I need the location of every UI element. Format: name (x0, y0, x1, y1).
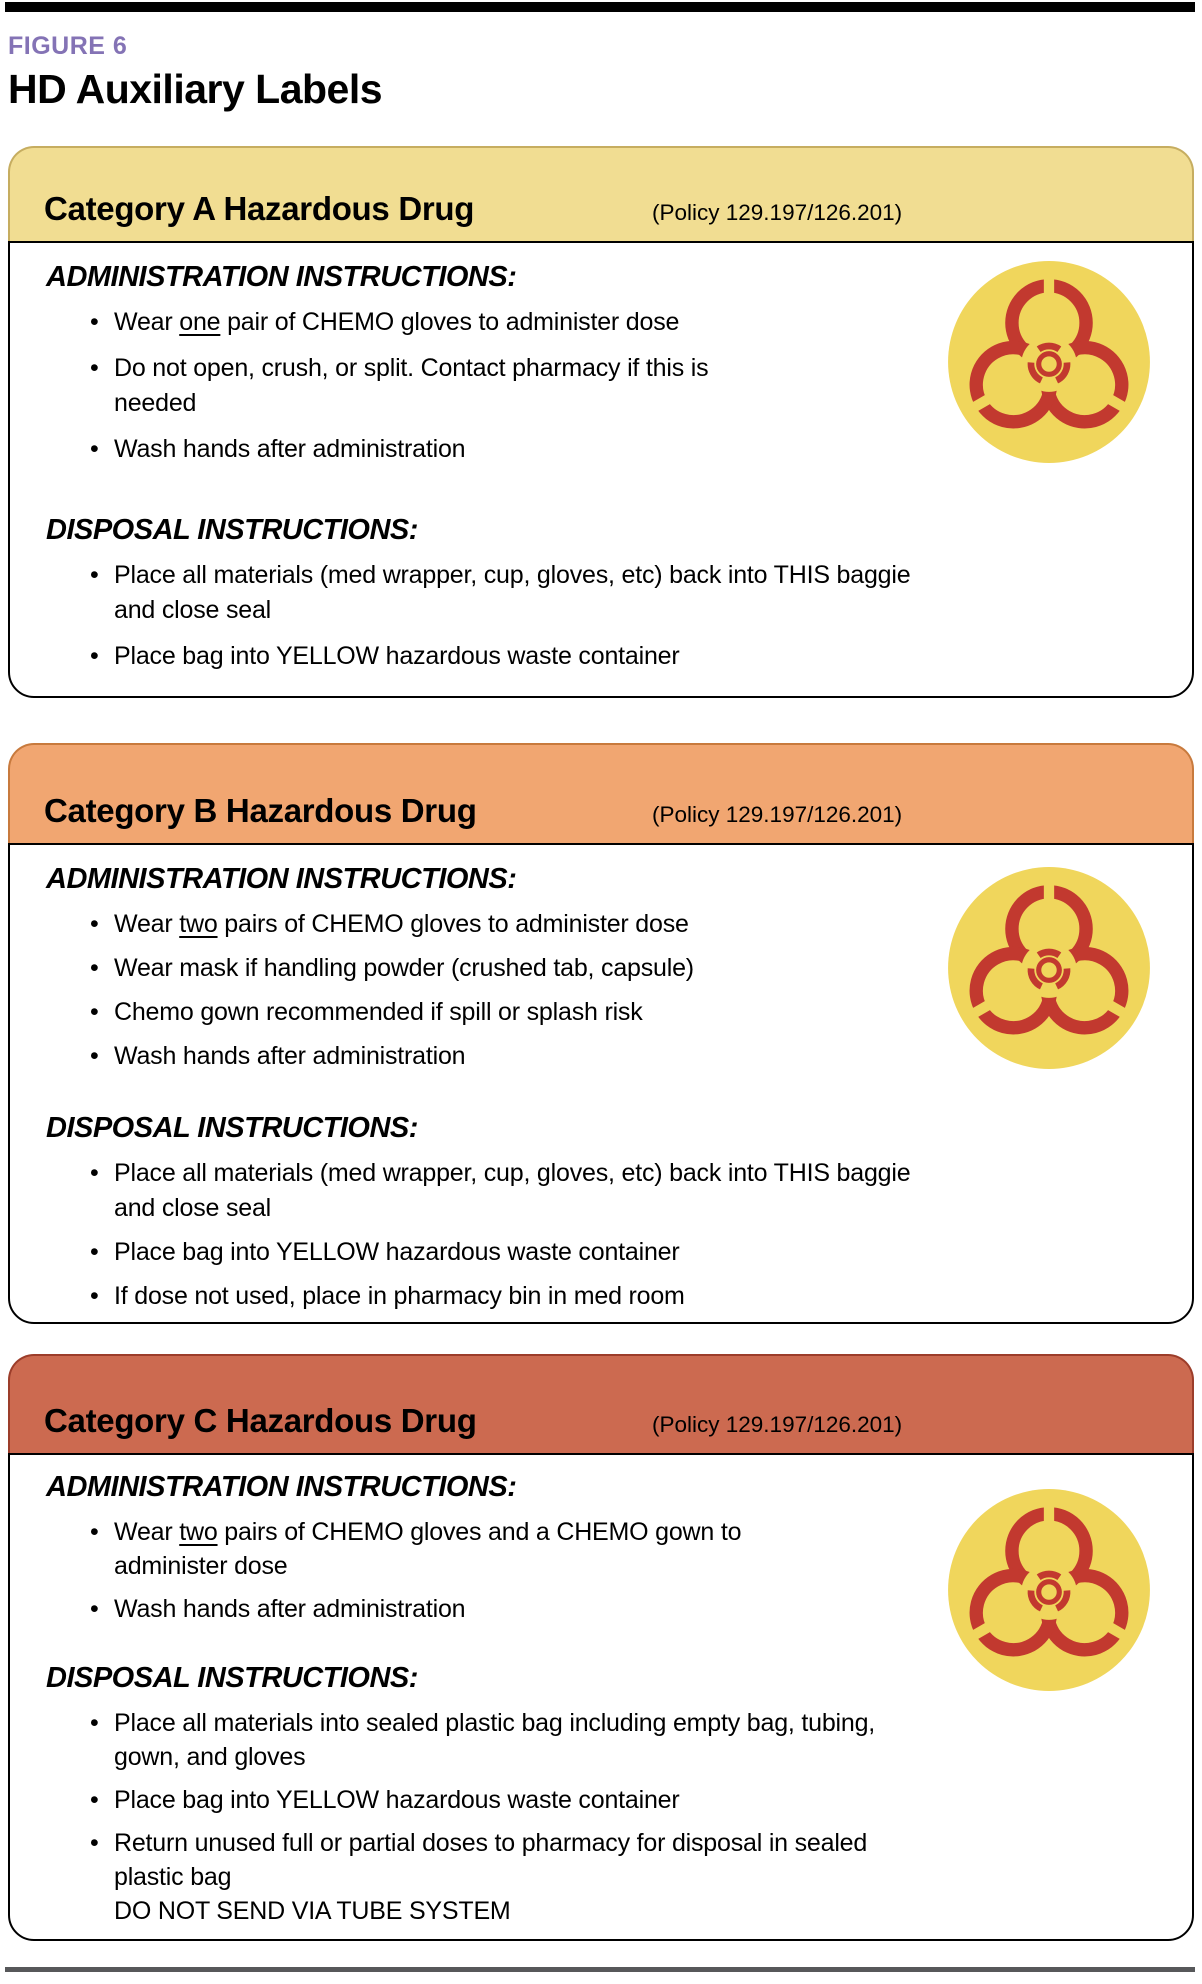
category-title: Category A Hazardous Drug (44, 190, 475, 227)
figure-label: FIGURE 6 (8, 32, 128, 60)
instruction-bullet: • Do not open, crush, or split. Contact pharmacy if this is needed (90, 351, 1166, 421)
top-rule (5, 2, 1195, 12)
administration-heading: ADMINISTRATION INSTRUCTIONS: (46, 261, 517, 293)
category-a-header (8, 146, 1194, 241)
bottom-rule (5, 1967, 1195, 1972)
category-b-label-card (8, 743, 1194, 1324)
instruction-bullet: • Place all materials (med wrapper, cup, gloves, etc) back into THIS baggie and close seal (90, 1156, 1166, 1226)
disposal-heading: DISPOSAL INSTRUCTIONS: (46, 1112, 418, 1144)
disposal-heading: DISPOSAL INSTRUCTIONS: (46, 514, 418, 546)
instruction-bullet: • Wash hands after administration (90, 1039, 1166, 1074)
instruction-bullet: • Place bag into YELLOW hazardous waste container (90, 1783, 1166, 1817)
category-b-header (8, 743, 1194, 843)
disposal-bullets (46, 1156, 1166, 1314)
figure-title: HD Auxiliary Labels (8, 66, 383, 112)
instruction-bullet: • Wear two pairs of CHEMO gloves and a CHEMO gown to administer dose (90, 1515, 1166, 1583)
category-a-body (8, 241, 1194, 698)
administration-bullets (46, 1515, 1166, 1626)
category-c-label-card (8, 1354, 1194, 1941)
disposal-bullets (46, 1706, 1166, 1928)
instruction-bullet: • Place all materials (med wrapper, cup, gloves, etc) back into THIS baggie and close seal (90, 558, 1166, 628)
instruction-bullet: • Return unused full or partial doses to pharmacy for disposal in sealed plastic bag DO NOT SEND VIA TUBE SYSTEM (90, 1826, 1166, 1928)
category-a-label-card (8, 146, 1194, 698)
instruction-bullet: • Wash hands after administration (90, 1592, 1166, 1626)
instruction-bullet: • Wear two pairs of CHEMO gloves to administer dose (90, 907, 1166, 942)
administration-heading: ADMINISTRATION INSTRUCTIONS: (46, 863, 517, 895)
policy-number: (Policy 129.197/126.201) (652, 200, 903, 225)
disposal-bullets (46, 558, 1166, 674)
disposal-heading: DISPOSAL INSTRUCTIONS: (46, 1662, 418, 1694)
instruction-bullet: • Place bag into YELLOW hazardous waste container (90, 1235, 1166, 1270)
category-title: Category B Hazardous Drug (44, 792, 477, 829)
administration-heading: ADMINISTRATION INSTRUCTIONS: (46, 1471, 517, 1503)
instruction-bullet: • Chemo gown recommended if spill or splash risk (90, 995, 1166, 1030)
category-b-body (8, 843, 1194, 1324)
administration-bullets (46, 305, 1166, 467)
instruction-bullet: • Place bag into YELLOW hazardous waste container (90, 639, 1166, 674)
category-title: Category C Hazardous Drug (44, 1402, 477, 1439)
instruction-bullet: • If dose not used, place in pharmacy bin in med room (90, 1279, 1166, 1314)
policy-number: (Policy 129.197/126.201) (652, 802, 903, 827)
policy-number: (Policy 129.197/126.201) (652, 1412, 903, 1437)
category-c-header (8, 1354, 1194, 1453)
instruction-bullet: • Wear mask if handling powder (crushed tab, capsule) (90, 951, 1166, 986)
category-c-body (8, 1453, 1194, 1941)
instruction-bullet: • Wash hands after administration (90, 432, 1166, 467)
instruction-bullet: • Place all materials into sealed plastic bag including empty bag, tubing, gown, and gloves (90, 1706, 1166, 1774)
instruction-bullet: • Wear one pair of CHEMO gloves to administer dose (90, 305, 1166, 340)
